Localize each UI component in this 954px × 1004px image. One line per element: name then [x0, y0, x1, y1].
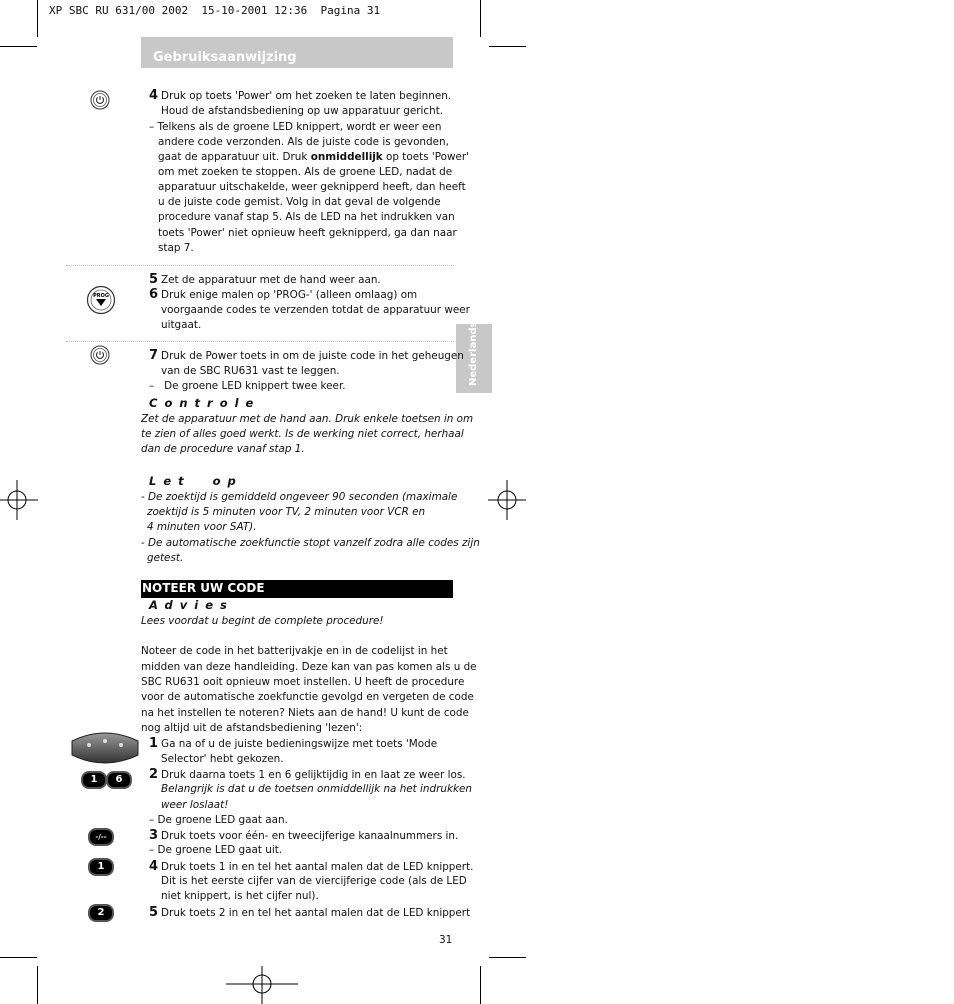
step-7: 7 Druk de Power toets in om de juiste code in het geheugen [149, 348, 464, 363]
noteer-step-1: 1 Ga na of u de juiste bedieningswijze met toets 'Mode [149, 736, 438, 751]
step-number: 4 [149, 88, 159, 103]
step-text: andere code verzonden. Als de juiste code is gevonden, [158, 136, 449, 148]
button-1-icon: 1 [81, 771, 107, 789]
registration-mark-left [0, 480, 38, 520]
letop-text: - De zoektijd is gemiddeld ongeveer 90 seconden (maximale [141, 491, 458, 503]
button-6-icon: 6 [106, 771, 132, 789]
button-digits-icon: -/-- [88, 828, 114, 846]
button-1-icon: 1 [88, 858, 114, 876]
step-6: 6 Druk enige malen op 'PROG-' (alleen omlaag) om [149, 287, 418, 302]
step-text: Selector' hebt gekozen. [161, 753, 284, 765]
step-text: gaat de apparatuur uit. Druk onmiddellijk op toets 'Power' [158, 151, 470, 163]
button-2-icon: 2 [88, 904, 114, 922]
print-header: XP SBC RU 631/00 2002 15-10-2001 12:36 Pagina 31 [49, 4, 381, 17]
paragraph-line: na het instellen te noteren? Niets aan de hand! U kunt de code [141, 707, 469, 719]
prog-label: PROG [93, 293, 109, 299]
noteer-heading: NOTEER UW CODE [142, 581, 265, 595]
language-tab-label: Nederlands [468, 321, 479, 386]
step-text: van de SBC RU631 vast te leggen. [161, 365, 340, 377]
step-text: om met zoeken te stoppen. Als de groene LED, nadat de [158, 166, 453, 178]
letop-text: 4 minuten voor SAT). [147, 521, 257, 533]
step-text: – De groene LED knippert twee keer. [149, 380, 346, 392]
prog-down-icon [86, 285, 116, 315]
advies-text: Lees voordat u begint de complete procedure! [141, 615, 384, 627]
controle-text: Zet de apparatuur met de hand aan. Druk enkele toetsen in om [141, 413, 474, 425]
step-text: weer loslaat! [161, 799, 229, 811]
paragraph-line: midden van deze handleiding. Deze kan van pas komen als u de [141, 661, 477, 673]
section-header [141, 37, 453, 68]
controle-heading: Controle [149, 396, 261, 410]
page-number: 31 [439, 934, 453, 946]
step-text: apparatuur uitschakelde, weer geknipperd heeft, dan heeft [158, 181, 466, 193]
paragraph-line: nog altijd uit de afstandsbediening 'lezen': [141, 722, 363, 734]
noteer-step-4: 4 Druk toets 1 in en tel het aantal malen dat de LED knippert. [149, 859, 474, 874]
noteer-step-2: 2 Druk daarna toets 1 en 6 gelijktijdig in en laat ze weer los. [149, 767, 466, 782]
paragraph-line: SBC RU631 ooit opnieuw moet instellen. U heeft de procedure [141, 676, 465, 688]
crop-mark [37, 0, 38, 37]
advies-heading: Advies [149, 598, 234, 612]
paragraph-line: Noteer de code in het batterijvakje en in de codelijst in het [141, 645, 448, 657]
step-text: – Telkens als de groene LED knippert, wordt er weer een [149, 121, 442, 133]
controle-text: te zien of alles goed werkt. Is de werking niet correct, herhaal [141, 428, 464, 440]
step-text: u de juiste code gemist. Volg in dat geval de volgende [158, 196, 441, 208]
letop-text: getest. [147, 552, 184, 564]
step-text: stap 7. [158, 242, 194, 254]
step-text: Belangrijk is dat u de toetsen onmiddellijk na het indrukken [161, 783, 472, 795]
crop-mark [489, 46, 526, 47]
step-text: Houd de afstandsbediening op uw apparatuur gericht. [161, 105, 444, 117]
crop-mark [0, 957, 37, 958]
power-icon [90, 90, 110, 110]
separator [66, 341, 454, 342]
crop-mark [489, 957, 526, 958]
noteer-step-5: 5 Druk toets 2 in en tel het aantal malen dat de LED knippert [149, 905, 471, 920]
crop-mark [37, 966, 38, 1004]
mode-selector-icon [69, 727, 141, 767]
crop-mark [0, 46, 37, 47]
power-icon [90, 345, 110, 365]
step-text: Dit is het eerste cijfer van de viercijferige code (als de LED [161, 875, 467, 887]
registration-mark-right [488, 480, 526, 520]
step-text: voorgaande codes te verzenden totdat de apparatuur weer [161, 304, 470, 316]
step-text: toets 'Power' niet opnieuw heeft geknipperd, ga dan naar [158, 227, 457, 239]
letop-text: - De automatische zoekfunctie stopt vanzelf zodra alle codes zijn [141, 537, 480, 549]
registration-mark-bottom [226, 966, 298, 1004]
letop-text: zoektijd is 5 minuten voor TV, 2 minuten voor VCR en [147, 506, 426, 518]
paragraph-line: voor de automatische zoekfunctie gevolgd en vergeten de code [141, 691, 474, 703]
step-text: – De groene LED gaat uit. [149, 844, 283, 856]
separator [66, 265, 454, 266]
step-text: uitgaat. [161, 319, 202, 331]
step-5: 5 Zet de apparatuur met de hand weer aan. [149, 272, 381, 287]
letop-heading: Let op [149, 474, 243, 488]
noteer-heading-bar [141, 580, 453, 598]
step-text: – De groene LED gaat aan. [149, 814, 288, 826]
noteer-step-3: 3 Druk toets voor één- en tweecijferige kanaalnummers in. [149, 828, 459, 843]
section-header-title: Gebruiksaanwijzing [153, 50, 297, 65]
step-text: niet knippert, is het cijfer nul). [161, 890, 319, 902]
step-text: procedure vanaf stap 5. Als de LED na het indrukken van [158, 211, 455, 223]
step-4: 4 Druk op toets 'Power' om het zoeken te laten beginnen. [149, 88, 452, 103]
crop-mark [480, 966, 481, 1004]
controle-text: dan de procedure vanaf stap 1. [141, 443, 305, 455]
crop-mark [480, 0, 481, 37]
